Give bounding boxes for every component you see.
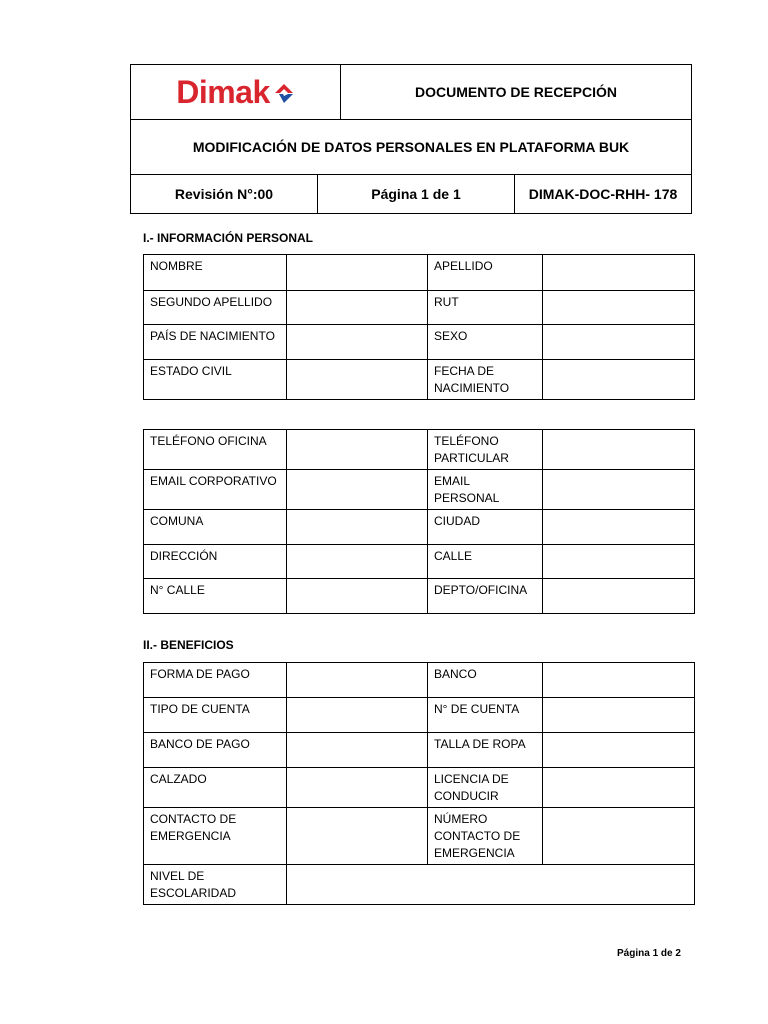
field-label: N° DE CUENTA [428, 698, 543, 733]
field-value-numero-cuenta[interactable] [543, 698, 695, 733]
header-row-meta [131, 175, 691, 213]
logo-cell [131, 65, 341, 119]
field-value-contacto-emergencia[interactable] [287, 808, 428, 865]
field-label: CALZADO [144, 768, 287, 808]
field-label: CONTACTO DE EMERGENCIA [144, 808, 287, 865]
field-label: TALLA DE ROPA [428, 733, 543, 768]
field-value-telefono-oficina[interactable] [287, 430, 428, 470]
field-value-fecha-nacimiento[interactable] [543, 360, 695, 400]
field-value-numero-contacto-emergencia[interactable] [543, 808, 695, 865]
field-value-estado-civil[interactable] [287, 360, 428, 400]
section-title-personal-info: I.- INFORMACIÓN PERSONAL [143, 231, 313, 245]
header-page-number: Página 1 de 1 [318, 175, 515, 213]
field-label: PAÍS DE NACIMIENTO [144, 325, 287, 360]
field-label: TIPO DE CUENTA [144, 698, 287, 733]
header-row-subject [131, 120, 691, 175]
field-label: EMAIL CORPORATIVO [144, 470, 287, 510]
dimak-logo [176, 74, 295, 111]
field-value-licencia-conducir[interactable] [543, 768, 695, 808]
field-value-direccion[interactable] [287, 545, 428, 579]
table-row [144, 430, 695, 470]
field-value-talla-ropa[interactable] [543, 733, 695, 768]
field-value-forma-pago[interactable] [287, 663, 428, 698]
table-row [144, 470, 695, 510]
document-code: DIMAK-DOC-RHH- 178 [528, 186, 678, 202]
field-label: CALLE [428, 545, 543, 579]
field-value-depto-oficina[interactable] [543, 579, 695, 614]
table-row [144, 579, 695, 614]
field-value-segundo-apellido[interactable] [287, 291, 428, 325]
field-label: APELLIDO [428, 255, 543, 291]
field-label: N° CALLE [144, 579, 287, 614]
header-row-title [131, 65, 691, 120]
field-label: COMUNA [144, 510, 287, 545]
table-row [144, 255, 695, 291]
field-label: TELÉFONO OFICINA [144, 430, 287, 470]
personal-info-table [143, 254, 695, 400]
field-label: SEXO [428, 325, 543, 360]
field-value-tipo-cuenta[interactable] [287, 698, 428, 733]
field-value-telefono-particular[interactable] [543, 430, 695, 470]
field-label: CIUDAD [428, 510, 543, 545]
field-label: BANCO [428, 663, 543, 698]
field-value-banco[interactable] [543, 663, 695, 698]
field-label: DEPTO/OFICINA [428, 579, 543, 614]
field-value-pais-nacimiento[interactable] [287, 325, 428, 360]
field-value-sexo[interactable] [543, 325, 695, 360]
table-row [144, 510, 695, 545]
document-header [130, 64, 692, 214]
field-value-ciudad[interactable] [543, 510, 695, 545]
field-label: BANCO DE PAGO [144, 733, 287, 768]
field-label: FECHA DE NACIMIENTO [428, 360, 543, 400]
table-row [144, 325, 695, 360]
field-value-nombre[interactable] [287, 255, 428, 291]
revision-number: Revisión N°:00 [131, 175, 318, 213]
field-value-apellido[interactable] [543, 255, 695, 291]
field-label: NIVEL DE ESCOLARIDAD [144, 865, 287, 905]
footer-page-number: Página 1 de 2 [617, 948, 681, 959]
field-label: SEGUNDO APELLIDO [144, 291, 287, 325]
section-title-benefits: II.- BENEFICIOS [143, 638, 234, 652]
field-label: NOMBRE [144, 255, 287, 291]
document-subject: MODIFICACIÓN DE DATOS PERSONALES EN PLATAFORMA BUK [192, 139, 630, 155]
field-label: TELÉFONO PARTICULAR [428, 430, 543, 470]
table-row [144, 808, 695, 865]
field-label: EMAIL PERSONAL [428, 470, 543, 510]
field-value-calle[interactable] [543, 545, 695, 579]
field-label: ESTADO CIVIL [144, 360, 287, 400]
table-row [144, 663, 695, 698]
contact-info-table [143, 429, 695, 614]
benefits-table [143, 662, 695, 905]
table-row [144, 698, 695, 733]
document-title: DOCUMENTO DE RECEPCIÓN [415, 84, 617, 100]
field-label: FORMA DE PAGO [144, 663, 287, 698]
table-row [144, 360, 695, 400]
table-row [144, 865, 695, 905]
field-value-numero-calle[interactable] [287, 579, 428, 614]
field-label: DIRECCIÓN [144, 545, 287, 579]
field-value-comuna[interactable] [287, 510, 428, 545]
dimak-mark-icon [273, 82, 295, 104]
field-value-rut[interactable] [543, 291, 695, 325]
field-value-banco-pago[interactable] [287, 733, 428, 768]
logo-text: Dimak [176, 73, 270, 110]
field-value-calzado[interactable] [287, 768, 428, 808]
field-value-email-corporativo[interactable] [287, 470, 428, 510]
field-label: LICENCIA DE CONDUCIR [428, 768, 543, 808]
field-value-nivel-escolaridad[interactable] [287, 865, 695, 905]
field-label: NÚMERO CONTACTO DE EMERGENCIA [428, 808, 543, 865]
table-row [144, 545, 695, 579]
field-label: RUT [428, 291, 543, 325]
field-value-email-personal[interactable] [543, 470, 695, 510]
table-row [144, 768, 695, 808]
table-row [144, 291, 695, 325]
table-row [144, 733, 695, 768]
